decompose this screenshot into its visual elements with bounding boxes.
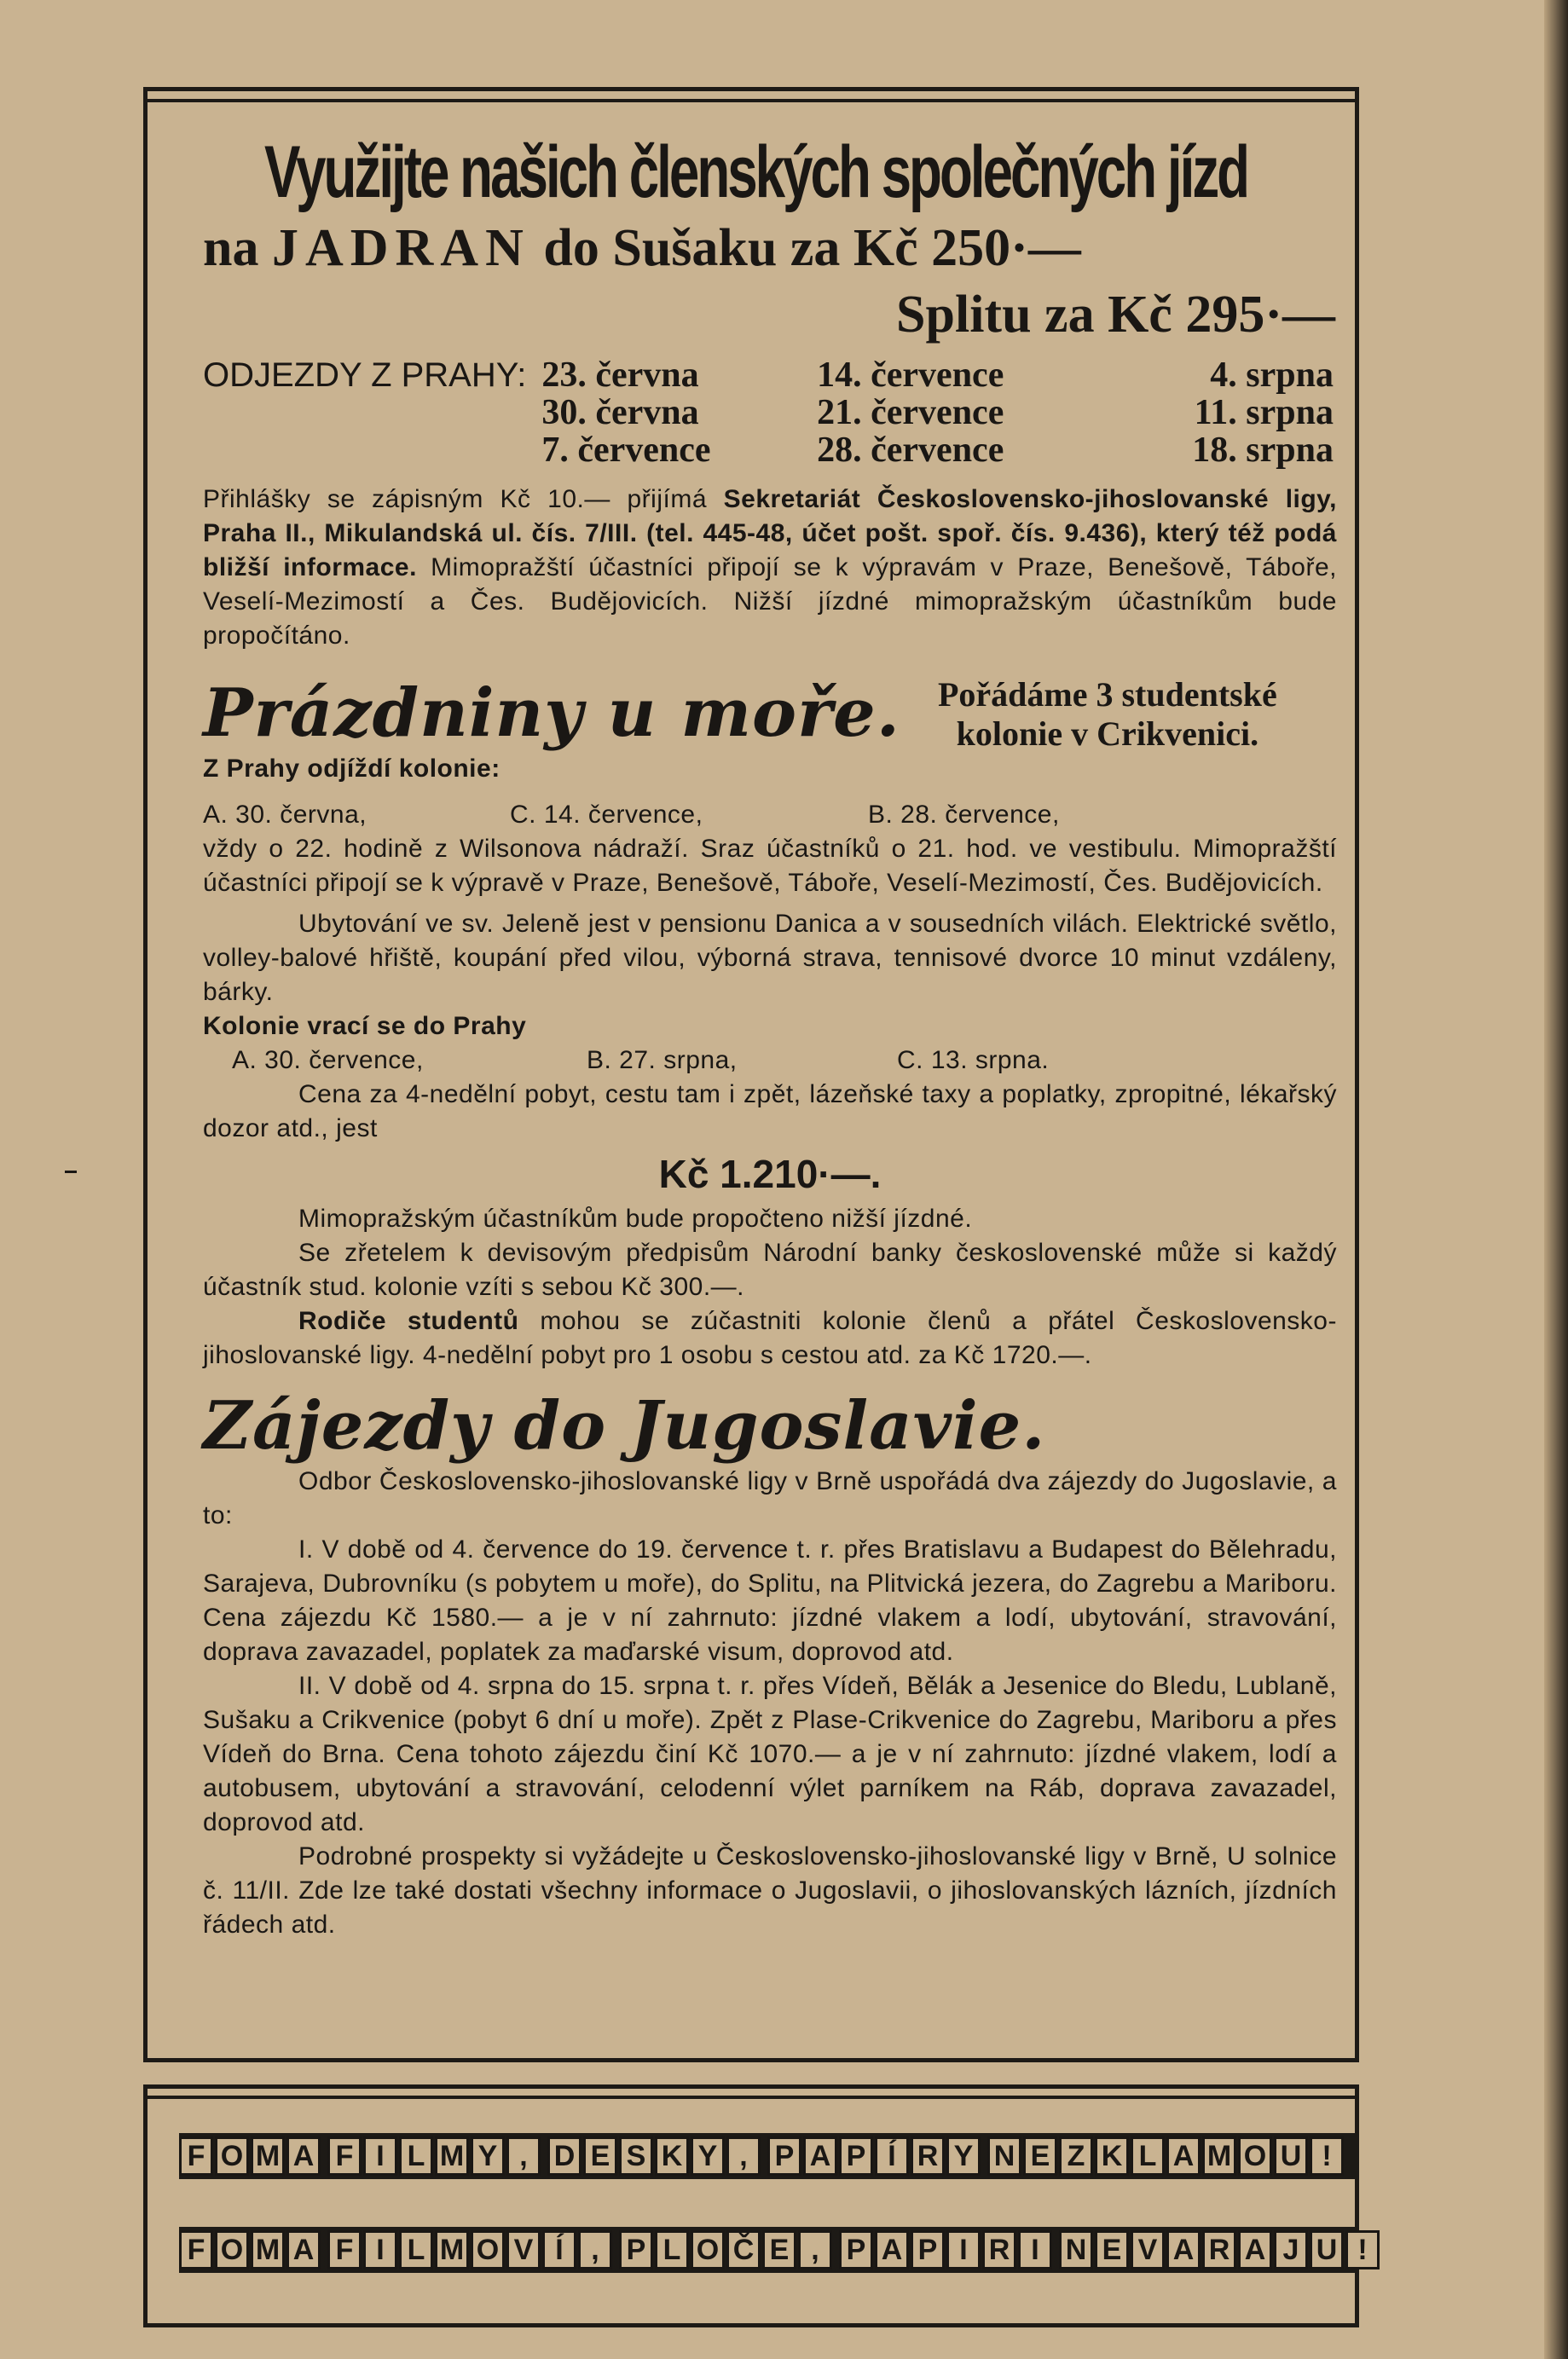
advert-letter: ! xyxy=(1310,2136,1344,2176)
advert-letter: M xyxy=(435,2136,469,2176)
trips-p3: II. V době od 4. srpna do 15. srpna t. r. přes Vídeň, Bělák a Jesenice do Bledu, Lublaně, Sušaku a Crikvenice (pobyt 6 dní u moře). Zpět z Plase-Crikvenice do Zagrebu, Mariboru a přes Vídeň do Brna. Cena tohoto zájezdu činí Kč 1070.— a je v ní zahrnuto: jízdné vlakem, lodí a autobusem, ubytování a stravování, celodenní výlet parníkem na Ráb, doprava zavazadel, doprovod atd. xyxy=(203,1672,1337,1836)
advert-letter: Y xyxy=(691,2136,725,2176)
return-heading: Kolonie vrací se do Prahy xyxy=(203,1012,527,1040)
trips-title: Zájezdy do Jugoslavie. xyxy=(203,1387,1046,1465)
advert-letter: O xyxy=(471,2230,505,2269)
advert-letter: A xyxy=(803,2136,837,2176)
advert-letter: F xyxy=(179,2136,213,2176)
holidays-p4: Mimopražským účastníkům bude propočteno nižší jízdné. xyxy=(298,1205,973,1233)
advert-letter: Í xyxy=(875,2136,909,2176)
advert-word xyxy=(1059,2230,1380,2269)
holidays-p3: Cena za 4-nedělní pobyt, cestu tam i zpět, lázeňské taxy a poplatky, zpropitné, lékařský dozor atd., jest xyxy=(203,1080,1337,1142)
holidays-p1: vždy o 22. hodině z Wilsonova nádraží. Sraz účastníků o 21. hod. ve vestibulu. Mimopražští účastníci připojí se k výpravě v Praze, Benešově, Táboře, Veselí-Mezimostí, Čes. Budějovicích. xyxy=(203,835,1337,897)
advert-letter: V xyxy=(506,2230,541,2269)
advert-letter: A xyxy=(1166,2230,1201,2269)
advert-letter: L xyxy=(655,2230,689,2269)
advert-letter: F xyxy=(327,2230,362,2269)
advert-word xyxy=(839,2230,1052,2269)
advert-letter: F xyxy=(327,2136,362,2176)
advert-letter: K xyxy=(1095,2136,1129,2176)
advert-letter: , xyxy=(578,2230,612,2269)
advert-letter: P xyxy=(619,2230,653,2269)
depart-dates: A. 30. června, C. 14. července, B. 28. července, xyxy=(203,801,1060,829)
advert-letter: Y xyxy=(471,2136,505,2176)
advert-letter: , xyxy=(798,2230,832,2269)
page-edge xyxy=(1544,0,1568,2359)
advert-letter: U xyxy=(1274,2136,1308,2176)
advert-letter: O xyxy=(215,2230,249,2269)
advert-letter: ! xyxy=(1345,2230,1380,2269)
advert-letter: Č xyxy=(726,2230,761,2269)
trips-p1: Odbor Československo-jihoslovanské ligy v Brně uspořádá dva zájezdy do Jugoslavie, a to: xyxy=(203,1467,1337,1529)
advert-letter: N xyxy=(1059,2230,1093,2269)
advert-letter: A xyxy=(286,2136,321,2176)
advert-letter: E xyxy=(1095,2230,1129,2269)
headline-line-2: Splitu za Kč 295·— xyxy=(896,286,1335,344)
advert-letter: K xyxy=(655,2136,689,2176)
applications-text: Přihlášky se zápisným Kč 10.— přijímá Sekretariát Československo-jihoslovanské ligy, Praha II., Mikulandská ul. čís. 7/III. (tel. 445-48, účet pošt. spoř. čís. 9.436), který též podá bližší informace. Mimopražští účastníci připojí se k výpravám v Praze, Benešově, Táboře, Veselí-Mezimostí a Čes. Budějovicích. Nižší jízdné mimopražským účastníkům bude propočítáno. xyxy=(203,485,1337,650)
advert-letter: I xyxy=(1018,2230,1052,2269)
advert-line-2 xyxy=(179,2230,1368,2269)
advert-letter: J xyxy=(1274,2230,1308,2269)
advert-letter: E xyxy=(1023,2136,1057,2176)
advert-letter: L xyxy=(399,2136,433,2176)
advert-letter: I xyxy=(946,2230,981,2269)
margin-mark xyxy=(65,1171,77,1173)
advert-letter: M xyxy=(251,2136,285,2176)
advert-word xyxy=(767,2136,981,2176)
advert-letter: U xyxy=(1310,2230,1344,2269)
holidays-p6: Rodiče studentů mohou se zúčastniti kolonie členů a přátel Československo-jihoslovanské ligy. 4-nedělní pobyt pro 1 osobu s cestou atd. za Kč 1720.—. xyxy=(203,1307,1337,1369)
advert-letter: E xyxy=(583,2136,617,2176)
advert-letter: P xyxy=(767,2136,801,2176)
advert-letter: A xyxy=(1238,2230,1272,2269)
advert-word xyxy=(327,2230,612,2269)
departure-label: ODJEZDY Z PRAHY: xyxy=(203,356,527,394)
advert-letter: , xyxy=(726,2136,761,2176)
advert-word xyxy=(327,2136,541,2176)
advert-word xyxy=(987,2136,1344,2176)
advert-letter: L xyxy=(1131,2136,1165,2176)
advert-top-rule xyxy=(143,2096,1359,2099)
frame-top-rule xyxy=(143,99,1359,102)
advert-letter: A xyxy=(1166,2136,1201,2176)
advert-letter: R xyxy=(982,2230,1016,2269)
advert-letter: I xyxy=(363,2230,397,2269)
holidays-header xyxy=(203,675,1337,754)
advert-letter: S xyxy=(619,2136,653,2176)
advert-letter: P xyxy=(839,2136,873,2176)
departure-table: ODJEZDY Z PRAHY: 23. června 14. července 4. srpna 30. června 21. července 11. srpna 7. července 28. července 18. srpna xyxy=(203,356,1334,470)
headline-line-1: na JADRAN do Sušaku za Kč 250·— xyxy=(203,219,1081,277)
advert-letter: Í xyxy=(542,2230,576,2269)
trips-p4: Podrobné prospekty si vyžádejte u Československo-jihoslovanské ligy v Brně, U solnice č. 11/II. Zde lze také dostati všechny informace o Jugoslavii, o jihoslovanských lázních, jízdních řádech atd. xyxy=(203,1842,1337,1939)
advert-letter: M xyxy=(435,2230,469,2269)
destination: JADRAN xyxy=(271,219,530,277)
advert-letter: O xyxy=(1238,2136,1272,2176)
advert-frame xyxy=(143,2084,1359,2327)
advert-letter: N xyxy=(987,2136,1021,2176)
trips-p2: I. V době od 4. července do 19. července t. r. přes Bratislavu a Budapest do Bělehradu, Sarajeva, Dubrovníku (s pobytem u moře), do Splitu, na Plitvická jezera, do Zagrebu a Mariboru. Cena zájezdu Kč 1580.— a je v ní zahrnuto: jízdné vlakem a lodí, ubytování, stravování, doprava zavazadel, poplatek za maďarské visum, doprovod atd. xyxy=(203,1535,1337,1666)
advert-letter: A xyxy=(875,2230,909,2269)
advert-word xyxy=(547,2136,761,2176)
advert-letter: Z xyxy=(1059,2136,1093,2176)
holidays-p2: Ubytování ve sv. Jeleně jest v pensionu Danica a v sousedních vilách. Elektrické světlo, volley-balové hřiště, koupání před vilou, výborná strava, tennisové dvorce 10 minut vzdáleny, bárky. xyxy=(203,910,1337,1006)
advert-word xyxy=(619,2230,832,2269)
holidays-title: Prázdniny u moře. xyxy=(203,674,900,752)
advert-letter: F xyxy=(179,2230,213,2269)
advert-letter: Y xyxy=(946,2136,981,2176)
advert-letter: A xyxy=(286,2230,321,2269)
advert-letter: D xyxy=(547,2136,581,2176)
advert-word xyxy=(179,2230,321,2269)
advert-letter: R xyxy=(911,2136,945,2176)
advert-letter: M xyxy=(251,2230,285,2269)
advert-letter: V xyxy=(1131,2230,1165,2269)
advert-letter: P xyxy=(839,2230,873,2269)
price: Kč 1.210·—. xyxy=(658,1152,882,1196)
holidays-p5: Se zřetelem k devisovým předpisům Národní banky československé může si každý účastník stud. kolonie vzíti s sebou Kč 300.—. xyxy=(203,1239,1337,1301)
advert-letter: E xyxy=(762,2230,796,2269)
return-dates: A. 30. července, B. 27. srpna, C. 13. srpna. xyxy=(232,1046,1050,1074)
advert-letter: O xyxy=(691,2230,725,2269)
advert-letter: R xyxy=(1202,2230,1236,2269)
advert-line-1 xyxy=(179,2136,1356,2176)
advert-letter: P xyxy=(911,2230,945,2269)
holidays-subtitle: Pořádáme 3 studentské kolonie v Crikvenici. xyxy=(937,675,1277,753)
headline: Využijte našich členských společných jízd xyxy=(264,131,1248,213)
advert-letter: L xyxy=(399,2230,433,2269)
advert-letter: M xyxy=(1202,2136,1236,2176)
advert-word xyxy=(179,2136,321,2176)
advert-letter: I xyxy=(363,2136,397,2176)
main-content xyxy=(203,128,1337,1942)
advert-letter: O xyxy=(215,2136,249,2176)
advert-letter: , xyxy=(506,2136,541,2176)
depart-heading: Z Prahy odjíždí kolonie: xyxy=(203,755,500,783)
